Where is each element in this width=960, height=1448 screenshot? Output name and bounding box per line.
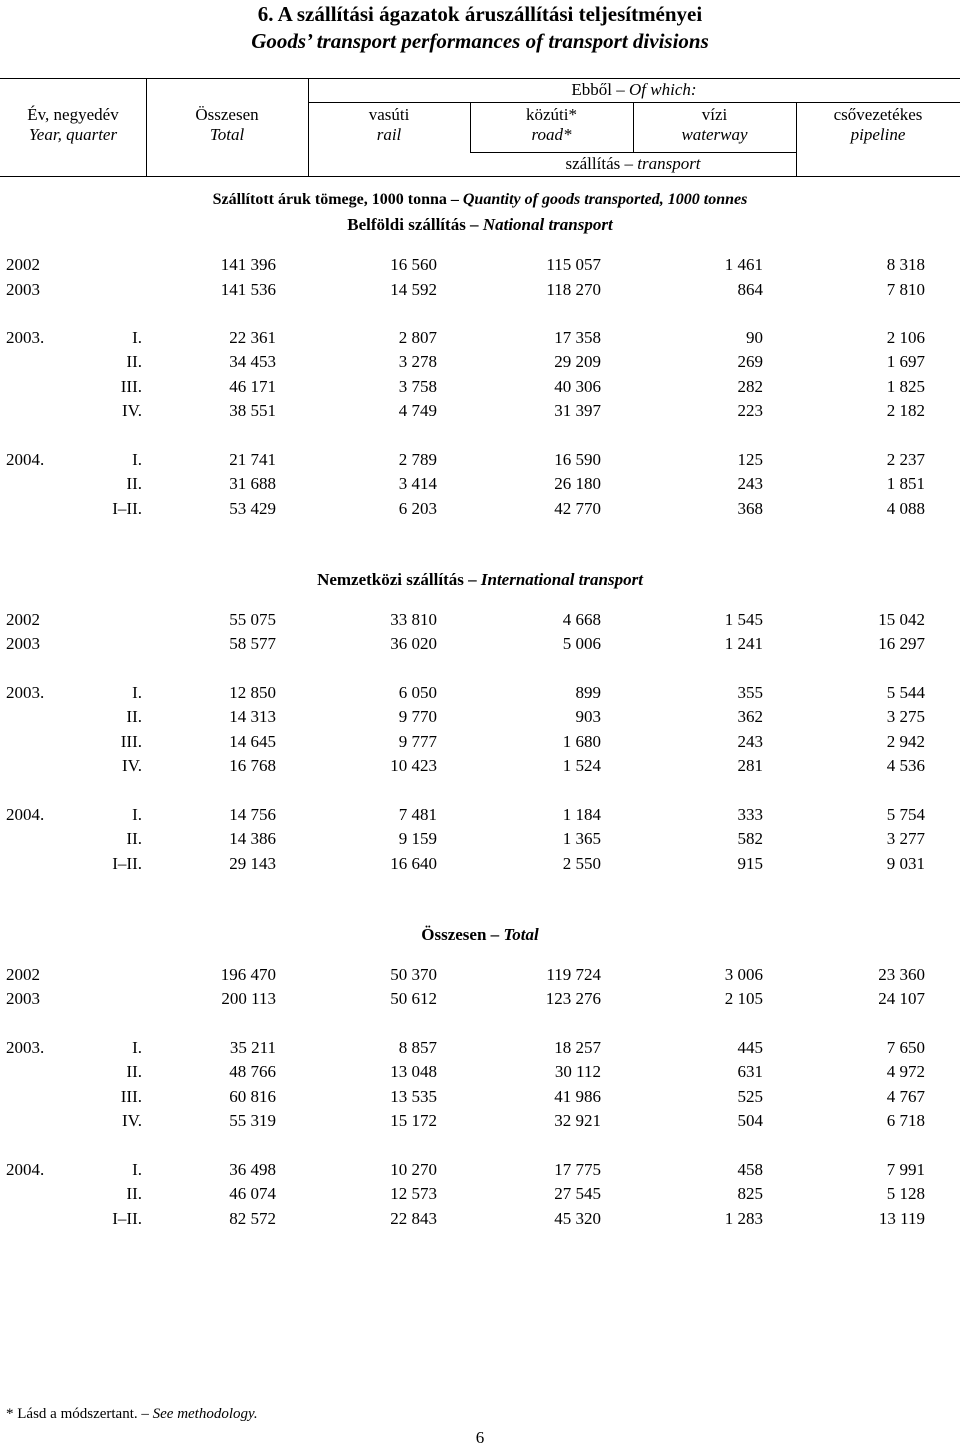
cell-quarter: I. — [132, 450, 142, 469]
table-row — [0, 682, 960, 704]
cell-pipeline: 13 119 — [878, 1209, 925, 1228]
cell-total: 16 768 — [229, 756, 276, 775]
section-title — [0, 925, 960, 945]
cell-pipeline: 4 767 — [886, 1087, 925, 1106]
section-title-en: Total — [503, 925, 539, 944]
cell-rail: 6 203 — [398, 499, 437, 518]
cell-road: 45 320 — [554, 1209, 601, 1228]
cell-road: 32 921 — [554, 1111, 601, 1130]
cell-waterway: 90 — [746, 328, 763, 347]
cell-total: 14 645 — [229, 732, 276, 751]
cell-waterway: 1 545 — [724, 610, 763, 629]
cell-quarter: IV. — [122, 401, 142, 420]
cell-pipeline: 2 106 — [886, 328, 925, 347]
cell-pipeline: 7 650 — [886, 1038, 925, 1057]
cell-road: 29 209 — [554, 352, 601, 371]
table-row — [0, 706, 960, 728]
table-row — [0, 853, 960, 875]
table-row — [0, 254, 960, 276]
cell-quarter: IV. — [122, 756, 142, 775]
cell-total: 46 074 — [229, 1184, 276, 1203]
table-row — [0, 828, 960, 850]
cell-total: 82 572 — [229, 1209, 276, 1228]
cell-waterway: 243 — [737, 732, 763, 751]
cell-road: 17 775 — [554, 1160, 601, 1179]
header-top-rule — [0, 78, 960, 79]
cell-waterway: 1 283 — [724, 1209, 763, 1228]
cell-road: 30 112 — [554, 1062, 601, 1081]
cell-rail: 9 159 — [398, 829, 437, 848]
cell-total: 35 211 — [229, 1038, 276, 1057]
footnote: * Lásd a módszertant. – See methodology. — [6, 1406, 258, 1422]
cell-waterway: 1 461 — [724, 255, 763, 274]
cell-total: 21 741 — [229, 450, 276, 469]
table-row — [0, 1086, 960, 1108]
cell-total: 14 756 — [229, 805, 276, 824]
cell-quarter: IV. — [122, 1111, 142, 1130]
cell-road: 16 590 — [554, 450, 601, 469]
cell-total: 141 536 — [220, 280, 276, 299]
cell-rail: 8 857 — [398, 1038, 437, 1057]
header-waterway: vízi waterway — [681, 105, 748, 144]
cell-pipeline: 6 718 — [886, 1111, 925, 1130]
table-row — [0, 1183, 960, 1205]
cell-quarter: I. — [132, 328, 142, 347]
cell-pipeline: 4 088 — [886, 499, 925, 518]
cell-quarter: I. — [132, 683, 142, 702]
cell-rail: 6 050 — [398, 683, 437, 702]
table-row — [0, 498, 960, 520]
cell-quarter: I–II. — [112, 1209, 142, 1228]
cell-pipeline: 7 991 — [886, 1160, 925, 1179]
cell-quarter: I. — [132, 1160, 142, 1179]
cell-quarter: II. — [126, 707, 142, 726]
cell-road: 40 306 — [554, 377, 601, 396]
cell-waterway: 362 — [737, 707, 763, 726]
cell-road: 41 986 — [554, 1087, 601, 1106]
cell-pipeline: 2 237 — [886, 450, 925, 469]
cell-year: 2003 — [6, 634, 40, 653]
cell-pipeline: 15 042 — [878, 610, 925, 629]
cell-year: 2003 — [6, 280, 40, 299]
header-transport: szállítás – transport — [565, 154, 701, 173]
header-rail: vasúti rail — [368, 105, 410, 144]
cell-rail: 36 020 — [390, 634, 437, 653]
table-row — [0, 633, 960, 655]
cell-total: 14 313 — [229, 707, 276, 726]
cell-waterway: 825 — [737, 1184, 763, 1203]
cell-waterway: 1 241 — [724, 634, 763, 653]
cell-rail: 3 758 — [398, 377, 437, 396]
cell-pipeline: 2 182 — [886, 401, 925, 420]
cell-pipeline: 8 318 — [886, 255, 925, 274]
cell-year: 2004. — [6, 805, 45, 824]
table-row — [0, 376, 960, 398]
cell-waterway: 125 — [737, 450, 763, 469]
table-row — [0, 988, 960, 1010]
cell-rail: 3 414 — [398, 474, 437, 493]
cell-waterway: 223 — [737, 401, 763, 420]
cell-pipeline: 1 825 — [886, 377, 925, 396]
section-title-hu: Belföldi szállítás – — [347, 215, 479, 234]
table-row — [0, 449, 960, 471]
header-transport-rule — [470, 152, 796, 153]
cell-road: 5 006 — [562, 634, 601, 653]
cell-pipeline: 1 851 — [886, 474, 925, 493]
section-title-hu: Összesen – — [421, 925, 500, 944]
cell-quarter: I. — [132, 805, 142, 824]
cell-total: 60 816 — [229, 1087, 276, 1106]
cell-total: 12 850 — [229, 683, 276, 702]
section-title — [0, 570, 960, 590]
cell-year: 2002 — [6, 965, 40, 984]
cell-pipeline: 9 031 — [886, 854, 925, 873]
cell-road: 903 — [575, 707, 601, 726]
cell-waterway: 582 — [737, 829, 763, 848]
cell-waterway: 282 — [737, 377, 763, 396]
unit-line: Szállított áruk tömege, 1000 tonna – Quantity of goods transported, 1000 tonnes — [212, 191, 748, 208]
table-row — [0, 351, 960, 373]
cell-waterway: 3 006 — [724, 965, 763, 984]
table-row — [0, 473, 960, 495]
cell-pipeline: 7 810 — [886, 280, 925, 299]
page-number: 6 — [475, 1428, 485, 1447]
cell-pipeline: 5 544 — [886, 683, 925, 702]
cell-pipeline: 4 536 — [886, 756, 925, 775]
header-road: közúti* road* — [526, 105, 577, 144]
cell-road: 1 365 — [562, 829, 601, 848]
cell-road: 31 397 — [554, 401, 601, 420]
cell-waterway: 915 — [737, 854, 763, 873]
cell-rail: 13 535 — [390, 1087, 437, 1106]
cell-rail: 7 481 — [398, 805, 437, 824]
cell-road: 4 668 — [562, 610, 601, 629]
header-ofwhich-rule — [308, 102, 960, 103]
cell-waterway: 281 — [737, 756, 763, 775]
cell-rail: 10 423 — [390, 756, 437, 775]
cell-pipeline: 3 277 — [886, 829, 925, 848]
cell-road: 1 680 — [562, 732, 601, 751]
cell-pipeline: 16 297 — [878, 634, 925, 653]
cell-total: 55 075 — [229, 610, 276, 629]
cell-waterway: 368 — [737, 499, 763, 518]
cell-waterway: 525 — [737, 1087, 763, 1106]
cell-rail: 3 278 — [398, 352, 437, 371]
cell-quarter: II. — [126, 1062, 142, 1081]
cell-quarter: II. — [126, 474, 142, 493]
cell-total: 34 453 — [229, 352, 276, 371]
cell-road: 1 524 — [562, 756, 601, 775]
cell-total: 22 361 — [229, 328, 276, 347]
cell-total: 58 577 — [229, 634, 276, 653]
cell-total: 48 766 — [229, 1062, 276, 1081]
table-row — [0, 1037, 960, 1059]
cell-year: 2004. — [6, 1160, 45, 1179]
cell-rail: 9 777 — [398, 732, 437, 751]
cell-road: 26 180 — [554, 474, 601, 493]
cell-road: 123 276 — [545, 989, 601, 1008]
cell-road: 118 270 — [546, 280, 601, 299]
cell-rail: 14 592 — [390, 280, 437, 299]
cell-waterway: 2 105 — [724, 989, 763, 1008]
cell-road: 18 257 — [554, 1038, 601, 1057]
cell-rail: 13 048 — [390, 1062, 437, 1081]
cell-rail: 16 560 — [390, 255, 437, 274]
cell-year: 2003. — [6, 328, 45, 347]
cell-waterway: 243 — [737, 474, 763, 493]
table-row — [0, 1061, 960, 1083]
cell-year: 2002 — [6, 610, 40, 629]
cell-total: 36 498 — [229, 1160, 276, 1179]
table-row — [0, 804, 960, 826]
cell-rail: 9 770 — [398, 707, 437, 726]
cell-year: 2004. — [6, 450, 45, 469]
table-row — [0, 1208, 960, 1230]
cell-pipeline: 23 360 — [878, 965, 925, 984]
cell-waterway: 269 — [737, 352, 763, 371]
cell-waterway: 631 — [737, 1062, 763, 1081]
cell-road: 1 184 — [562, 805, 601, 824]
header-bottom-rule — [0, 176, 960, 177]
cell-rail: 22 843 — [390, 1209, 437, 1228]
cell-total: 53 429 — [229, 499, 276, 518]
cell-quarter: II. — [126, 829, 142, 848]
cell-road: 42 770 — [554, 499, 601, 518]
cell-total: 38 551 — [229, 401, 276, 420]
page-subtitle: Goods’ transport performances of transport divisions — [251, 29, 709, 53]
cell-year: 2003. — [6, 683, 45, 702]
cell-waterway: 445 — [737, 1038, 763, 1057]
section-title-hu: Nemzetközi szállítás – — [317, 570, 477, 589]
cell-pipeline: 5 128 — [886, 1184, 925, 1203]
page-title: 6. A szállítási ágazatok áruszállítási teljesítményei — [257, 2, 703, 26]
cell-road: 899 — [575, 683, 601, 702]
section-title-en: International transport — [480, 570, 643, 589]
cell-road: 17 358 — [554, 328, 601, 347]
cell-total: 200 113 — [221, 989, 276, 1008]
table-row — [0, 964, 960, 986]
cell-quarter: I–II. — [112, 499, 142, 518]
cell-waterway: 458 — [737, 1160, 763, 1179]
table-row — [0, 327, 960, 349]
cell-total: 29 143 — [229, 854, 276, 873]
table-row — [0, 1159, 960, 1181]
cell-rail: 2 807 — [398, 328, 437, 347]
table-row — [0, 400, 960, 422]
cell-year: 2003 — [6, 989, 40, 1008]
cell-total: 141 396 — [220, 255, 276, 274]
cell-total: 55 319 — [229, 1111, 276, 1130]
cell-quarter: III. — [120, 732, 142, 751]
cell-quarter: II. — [126, 1184, 142, 1203]
cell-year: 2002 — [6, 255, 40, 274]
cell-pipeline: 1 697 — [886, 352, 925, 371]
table-row — [0, 755, 960, 777]
cell-rail: 50 612 — [390, 989, 437, 1008]
cell-rail: 12 573 — [390, 1184, 437, 1203]
header-pipeline: csővezetékes pipeline — [833, 105, 923, 144]
cell-total: 31 688 — [229, 474, 276, 493]
cell-total: 46 171 — [229, 377, 276, 396]
cell-rail: 50 370 — [390, 965, 437, 984]
cell-pipeline: 2 942 — [886, 732, 925, 751]
cell-rail: 15 172 — [390, 1111, 437, 1130]
cell-quarter: III. — [120, 1087, 142, 1106]
cell-rail: 33 810 — [390, 610, 437, 629]
cell-rail: 10 270 — [390, 1160, 437, 1179]
header-total: Összesen Total — [195, 105, 259, 144]
cell-waterway: 864 — [737, 280, 763, 299]
cell-year: 2003. — [6, 1038, 45, 1057]
section-title — [0, 215, 960, 235]
cell-waterway: 355 — [737, 683, 763, 702]
table-row — [0, 609, 960, 631]
table-row — [0, 279, 960, 301]
cell-rail: 4 749 — [398, 401, 437, 420]
cell-pipeline: 24 107 — [878, 989, 925, 1008]
cell-total: 14 386 — [229, 829, 276, 848]
cell-pipeline: 5 754 — [886, 805, 925, 824]
cell-waterway: 504 — [737, 1111, 763, 1130]
table-row — [0, 1110, 960, 1132]
cell-quarter: I. — [132, 1038, 142, 1057]
cell-road: 115 057 — [546, 255, 601, 274]
cell-quarter: I–II. — [112, 854, 142, 873]
cell-rail: 16 640 — [390, 854, 437, 873]
cell-waterway: 333 — [737, 805, 763, 824]
header-year-quarter: Év, negyedév Year, quarter — [27, 105, 119, 144]
cell-road: 2 550 — [562, 854, 601, 873]
cell-total: 196 470 — [220, 965, 276, 984]
cell-road: 119 724 — [546, 965, 601, 984]
cell-quarter: III. — [120, 377, 142, 396]
cell-pipeline: 3 275 — [886, 707, 925, 726]
table-row — [0, 731, 960, 753]
cell-road: 27 545 — [554, 1184, 601, 1203]
cell-rail: 2 789 — [398, 450, 437, 469]
header-of-which: Ebből – Of which: — [571, 80, 697, 99]
section-title-en: National transport — [482, 215, 613, 234]
cell-pipeline: 4 972 — [886, 1062, 925, 1081]
cell-quarter: II. — [126, 352, 142, 371]
